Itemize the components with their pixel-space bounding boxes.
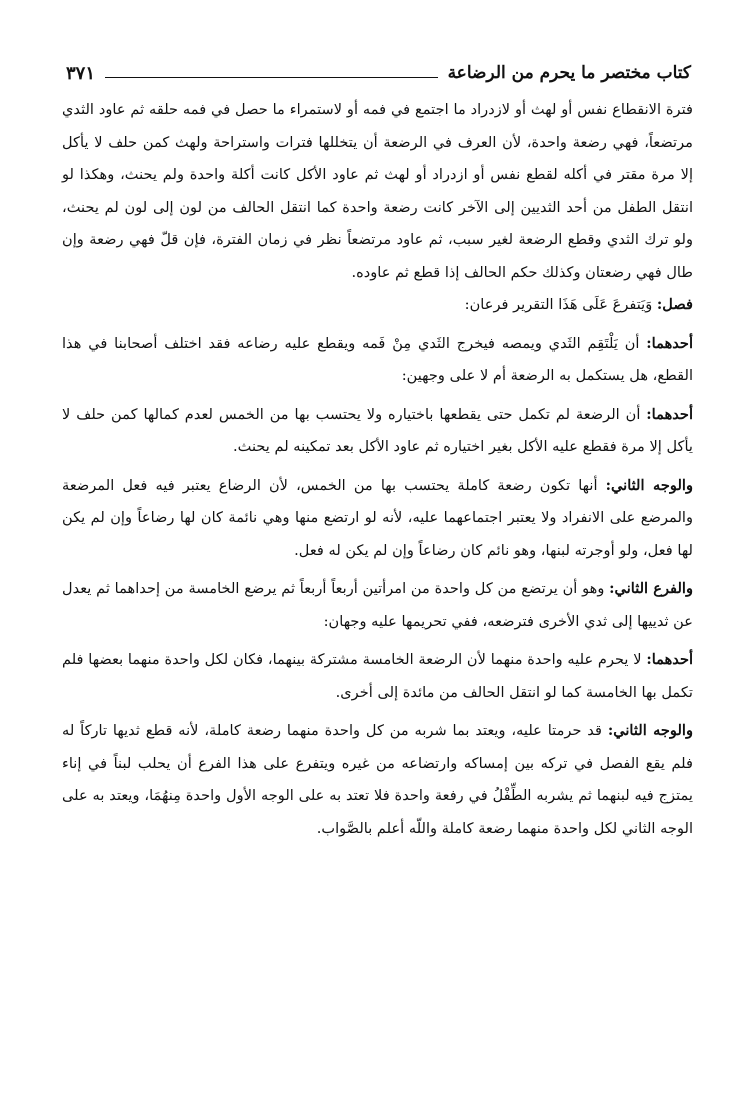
paragraph-first-branch [62,328,693,393]
paragraph-lead: فصل: [656,296,693,313]
header-title: كتاب مختصر ما يحرم من الرضاعة [447,63,691,83]
paragraph-text: لا يحرم عليه واحدة منهما لأن الرضعة الخامسة مشتركة بينهما، فكان لكل واحدة منهما بعضها فلم تكمل بها الخامسة كما لو انتقل الحالف من مائدة إلى أخرى. [62,651,693,701]
page-number: ٣٧١ [66,62,96,84]
paragraph-text: فترة الانقطاع نفس أو لهث أو لازدراد ما اجتمع في فمه أو لاستمراء ما حصل في فمه حلقه ثم عاود الثدي مرتضعاً، فهي رضعة واحدة، لأن العرف في الرضعة أن يتخللها فترات واستراحة ولهث كمن حلف لا يأكل إلا مرة مقتر في أكله لقطع نفس أو ازدراد أو لهث ثم عاود الأكل كانت أكلة واحدة ولم يحنث، وهكذا لو انتقل الطفل من أحد الثديين إلى الآخر كانت رضعة واحدة كما انتقل الحالف من لون إلى لون لم يحنث، ولو ترك الثدي وقطع الرضعة لغير سبب، ثم عاود مرتضعاً نظر في زمان الفترة، فإن قلّ فهي رضعة وإن طال فهي رضعتان وكذلك حكم الحالف إذا قطع ثم عاوده. [62,101,693,281]
paragraph-lead: أحدهما: [646,405,693,423]
paragraph-text: قد حرمتا عليه، ويعتد بما شربه من كل واحدة منهما رضعة كاملة، لأنه قطع ثديها تاركاً له فلم يقع الفصل في تركه بين إمساكه وارتضاعه من غيره ويتفرع على هذا الفرع أن يحلب لبناً في إناء يمتزج فيه لبنهما ثم يشربه الطِّفْلُ في رفعة واحدة فلا تعتد به على الوجه الأول واحدة مِنهُمَا، ويعتد به على الوجه الثاني لكل واحدة منهما رضعة كاملة واللّه أعلم بالصَّواب. [62,722,693,837]
header-rule [105,77,438,78]
paragraph-text: أن الرضعة لم تكمل حتى يقطعها باختياره ولا يحتسب بها من الخمس لعدم كمالها كمن حلف لا يأكل إلا مرة فقطع عليه الأكل بغير اختياره ثم عاود الأكل بعد تمكينه لم يحنث. [62,405,693,455]
paragraph-second-branch [62,573,693,638]
body-text [62,94,693,845]
paragraph-text: وَيَتفرعَ عَلَى هَذَا التقرير فرعان: [464,296,653,313]
paragraph-lead: أحدهما: [646,334,693,352]
paragraph-continuation [62,94,693,289]
paragraph-branch-second-view [62,715,693,845]
paragraph-text: وهو أن يرتضع من كل واحدة من امرأتين أربعاً أربعاً ثم يرضع الخامسة من إحداهما ثم يعدل عن ثدييها إلى ثدي الأخرى فترضعه، ففي تحريمها عليه وجهان: [62,580,693,630]
paragraph-section [62,289,693,322]
paragraph-text: أن يَلْتَقِم الثَدي ويمصه فيخرج الثَدي مِنْ فَمه ويقطع عليه رضاعه فقد اختلف أصحابنا في هذا القطع، هل يستكمل به الرضعة أم لا على وجهين: [62,334,693,384]
paragraph-text: أنها تكون رضعة كاملة يحتسب بها من الخمس، لأن الرضاع يعتبر فيه فعل المرضعة والمرضع على الانفراد ولا يعتبر اجتماعهما عليه، لأنه لو ارتضع منها وهي نائمة كان لها رضاعاً وإن لم يكن لها فعل، ولو أوجرته لبنها، وهو نائم كان رضاعاً وإن لم يكن له فعل. [62,476,693,559]
running-header [66,56,691,90]
paragraph-lead: والفرع الثاني: [609,580,693,597]
paragraph-lead: أحدهما: [646,651,694,668]
paragraph-second-view [62,470,693,568]
paragraph-first-view [62,399,693,464]
paragraph-lead: والوجه الثاني: [605,476,693,494]
paragraph-branch-first-view [62,644,693,709]
paragraph-lead: والوجه الثاني: [607,722,694,739]
